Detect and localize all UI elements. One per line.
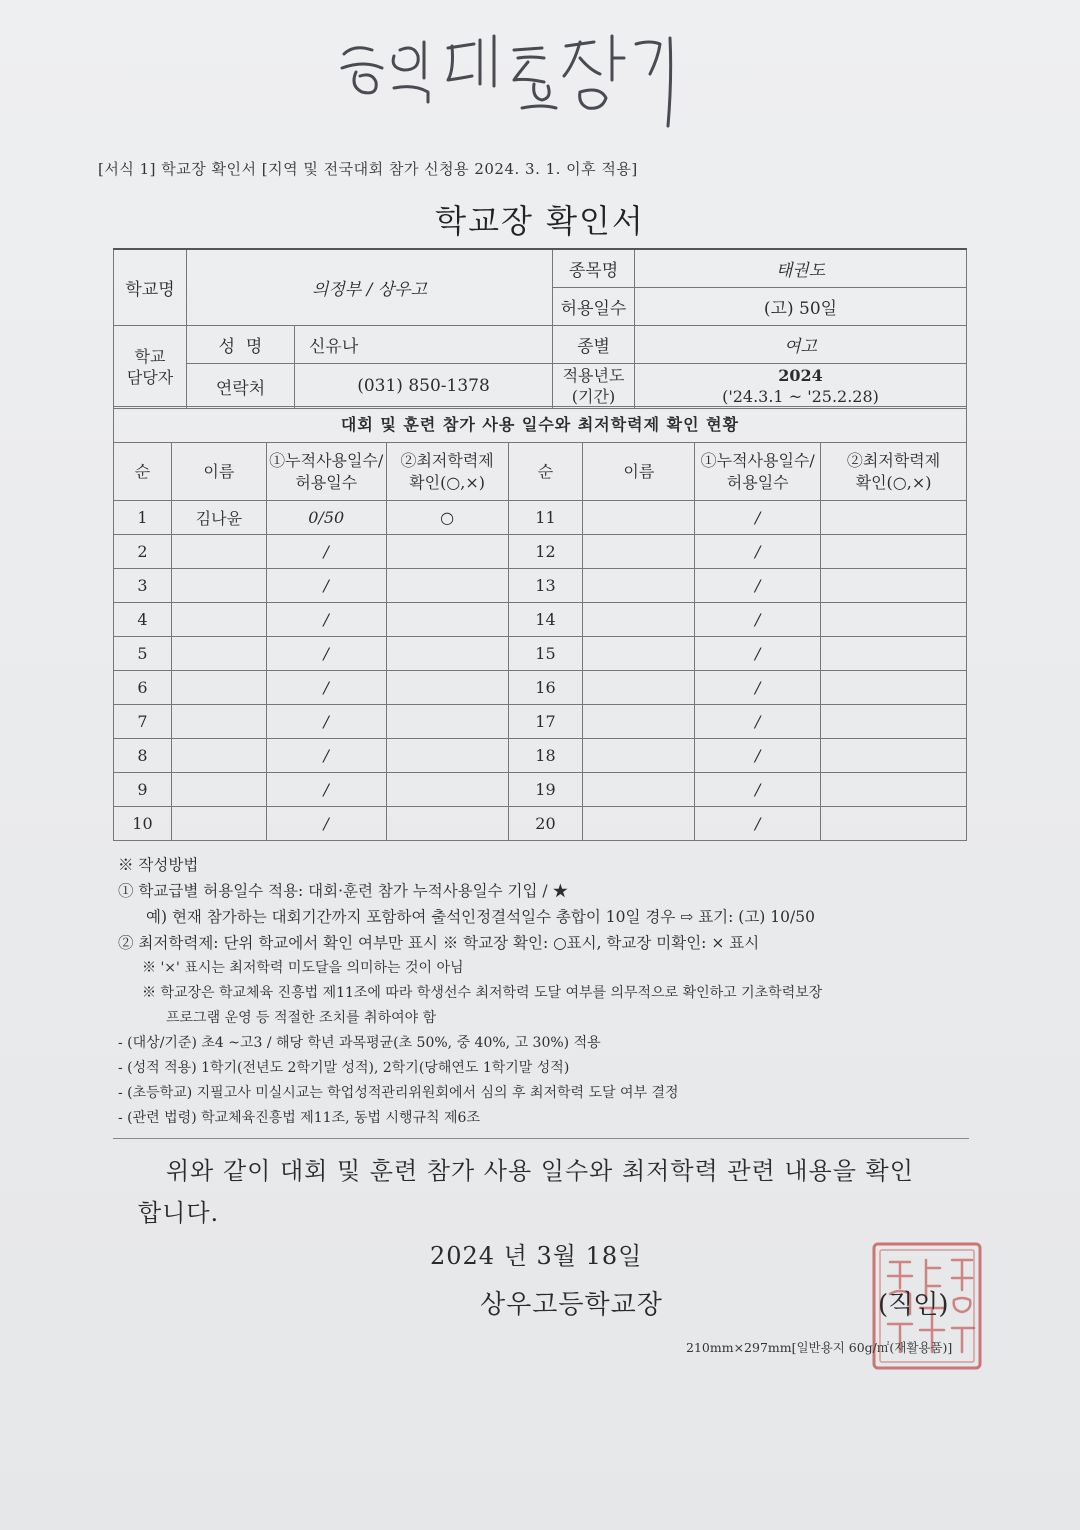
table-row: [114, 569, 967, 603]
row-check: [386, 705, 508, 739]
page-title: 학교장 확인서: [435, 202, 645, 240]
row-check: [821, 807, 967, 841]
header-no: 순: [114, 443, 172, 501]
row-check: [821, 773, 967, 807]
table-header-row: [114, 443, 967, 501]
paper-spec: 210mm×297mm[일반용지 60g/㎡(재활용품)]: [686, 1340, 953, 1355]
row-days: /: [266, 807, 386, 841]
row-name: [583, 773, 695, 807]
row-name: [171, 739, 266, 773]
row-no: 17: [508, 705, 583, 739]
instructions: [118, 852, 988, 1131]
table-row: [114, 807, 967, 841]
year-cell: [635, 364, 967, 409]
header-check: ②최저학력제 확인(○,×): [386, 443, 508, 501]
row-no: 2: [114, 535, 172, 569]
row-check: [386, 739, 508, 773]
row-name: [583, 637, 695, 671]
row-check: [821, 637, 967, 671]
row-days: /: [695, 739, 821, 773]
row-name: [171, 773, 266, 807]
header-check-2: ②최저학력제 확인(○,×): [821, 443, 967, 501]
row-no: 8: [114, 739, 172, 773]
row-name: [583, 501, 695, 535]
name-label: 성 명: [187, 326, 295, 364]
row-no: 13: [508, 569, 583, 603]
category-label: 종별: [553, 326, 635, 364]
period-value: ('24.3.1 ~ '25.2.28): [722, 387, 879, 406]
participation-table: [113, 442, 967, 841]
allowed-days-label: 허용일수: [553, 288, 635, 326]
header-days-2: ①누적사용일수/ 허용일수: [695, 443, 821, 501]
manager-label: 학교 담당자: [114, 326, 187, 409]
event-value: 태권도: [635, 249, 967, 288]
row-days: /: [695, 671, 821, 705]
table-row: [114, 705, 967, 739]
row-check: ○: [386, 501, 508, 535]
row-no: 7: [114, 705, 172, 739]
row-name: [171, 807, 266, 841]
row-no: 16: [508, 671, 583, 705]
row-days: /: [695, 569, 821, 603]
confirmation-line-2: 합니다.: [138, 1199, 220, 1227]
note-dash-3: - (초등학교) 지필고사 미실시교는 학업성적관리위원회에서 심의 후 최저학력 도달 여부 결정: [118, 1085, 679, 1101]
row-no: 5: [114, 637, 172, 671]
confirmation-text: [138, 1150, 968, 1234]
row-name: [171, 637, 266, 671]
issue-date: 2024 년 3월 18일: [430, 1242, 643, 1270]
row-days: /: [266, 569, 386, 603]
row-days: /: [695, 773, 821, 807]
name-value: 신유나: [295, 326, 553, 364]
row-days: /: [266, 535, 386, 569]
row-no: 18: [508, 739, 583, 773]
row-no: 4: [114, 603, 172, 637]
divider: [113, 1138, 969, 1139]
header-days: ①누적사용일수/ 허용일수: [266, 443, 386, 501]
row-check: [386, 671, 508, 705]
note-2: ② 최저학력제: 단위 학교에서 확인 여부만 표시 ※ 학교장 확인: ○표시, 학교장 미확인: × 표시: [118, 934, 760, 952]
row-check: [386, 569, 508, 603]
row-no: 20: [508, 807, 583, 841]
row-no: 9: [114, 773, 172, 807]
row-name: [171, 705, 266, 739]
row-name: [583, 535, 695, 569]
info-table: [113, 248, 967, 409]
row-days: /: [695, 603, 821, 637]
note-2-b: ※ 학교장은 학교체육 진흥법 제11조에 따라 학생선수 최저학력 도달 여부를 의무적으로 확인하고 기초학력보장: [142, 985, 823, 1001]
row-name: [583, 671, 695, 705]
row-no: 3: [114, 569, 172, 603]
row-no: 1: [114, 501, 172, 535]
row-no: 11: [508, 501, 583, 535]
category-value: 여고: [635, 326, 967, 364]
row-no: 15: [508, 637, 583, 671]
handwritten-annotation: [330, 28, 690, 138]
row-name: [583, 705, 695, 739]
table-row: [114, 603, 967, 637]
row-check: [821, 705, 967, 739]
row-days: /: [266, 671, 386, 705]
row-name: [171, 569, 266, 603]
contact-label: 연락처: [187, 364, 295, 409]
row-days: /: [266, 637, 386, 671]
note-2-b-cont: 프로그램 운영 등 적절한 조치를 취하여야 함: [166, 1010, 437, 1026]
header-no-2: 순: [508, 443, 583, 501]
note-dash-2: - (성적 적용) 1학기(전년도 2학기말 성적), 2학기(당해연도 1학기말 성적): [118, 1060, 570, 1076]
row-days: /: [695, 807, 821, 841]
table-row: [114, 773, 967, 807]
row-no: 14: [508, 603, 583, 637]
confirmation-line-1: 위와 같이 대회 및 훈련 참가 사용 일수와 최저학력 관련 내용을 확인: [166, 1157, 914, 1185]
seal-label: (직인): [878, 1290, 949, 1320]
row-name: [171, 535, 266, 569]
row-days: /: [266, 739, 386, 773]
row-no: 6: [114, 671, 172, 705]
row-name: [583, 739, 695, 773]
row-days: /: [266, 603, 386, 637]
row-check: [386, 637, 508, 671]
event-label: 종목명: [553, 249, 635, 288]
row-name: [171, 671, 266, 705]
row-days: /: [695, 705, 821, 739]
year-value: 2024: [778, 366, 823, 385]
note-dash-1: - (대상/기준) 초4 ~고3 / 해당 학년 과목평균(초 50%, 중 40%, 고 30%) 적용: [118, 1035, 601, 1051]
row-name: [583, 603, 695, 637]
table-row: [114, 501, 967, 535]
row-days: /: [266, 705, 386, 739]
row-no: 12: [508, 535, 583, 569]
note-1: ① 학교급별 허용일수 적용: 대회·훈련 참가 누적사용일수 기입 / ★: [118, 882, 569, 900]
row-days: /: [695, 637, 821, 671]
row-check: [386, 807, 508, 841]
school-label: 학교명: [114, 249, 187, 326]
row-check: [386, 773, 508, 807]
row-check: [821, 569, 967, 603]
row-name: [583, 807, 695, 841]
note-1-example: 예) 현재 참가하는 대회기간까지 포함하여 출석인정결석일수 총합이 10일 경우 ⇨ 표기: (고) 10/50: [146, 908, 815, 926]
row-no: 19: [508, 773, 583, 807]
note-2-a: ※ '×' 표시는 최저학력 미도달을 의미하는 것이 아님: [142, 960, 464, 976]
form-number: [서식 1] 학교장 확인서 [지역 및 전국대회 참가 신청용 2024. 3. 1. 이후 적용]: [98, 160, 638, 178]
table-row: [114, 637, 967, 671]
header-name-2: 이름: [583, 443, 695, 501]
row-check: [821, 671, 967, 705]
header-name: 이름: [171, 443, 266, 501]
table-caption: 대회 및 훈련 참가 사용 일수와 최저학력제 확인 현황: [113, 406, 967, 442]
row-days: /: [266, 773, 386, 807]
row-days: /: [695, 535, 821, 569]
table-row: [114, 671, 967, 705]
row-name: [171, 603, 266, 637]
year-label: 적용년도 (기간): [553, 364, 635, 409]
notes-heading: ※ 작성방법: [118, 856, 199, 874]
row-no: 10: [114, 807, 172, 841]
row-check: [821, 501, 967, 535]
row-check: [821, 603, 967, 637]
principal-name: 상우고등학교장: [480, 1290, 663, 1320]
row-name: [583, 569, 695, 603]
row-check: [386, 535, 508, 569]
table-row: [114, 535, 967, 569]
row-check: [821, 739, 967, 773]
note-dash-4: - (관련 법령) 학교체육진흥법 제11조, 동법 시행규칙 제6조: [118, 1110, 480, 1126]
row-name: 김나윤: [171, 501, 266, 535]
row-days: 0/50: [266, 501, 386, 535]
row-check: [821, 535, 967, 569]
table-row: [114, 739, 967, 773]
contact-value: (031) 850-1378: [295, 364, 553, 409]
row-check: [386, 603, 508, 637]
school-value: 의정부 / 상우고: [187, 249, 553, 326]
row-days: /: [695, 501, 821, 535]
allowed-days-value: (고) 50일: [635, 288, 967, 326]
